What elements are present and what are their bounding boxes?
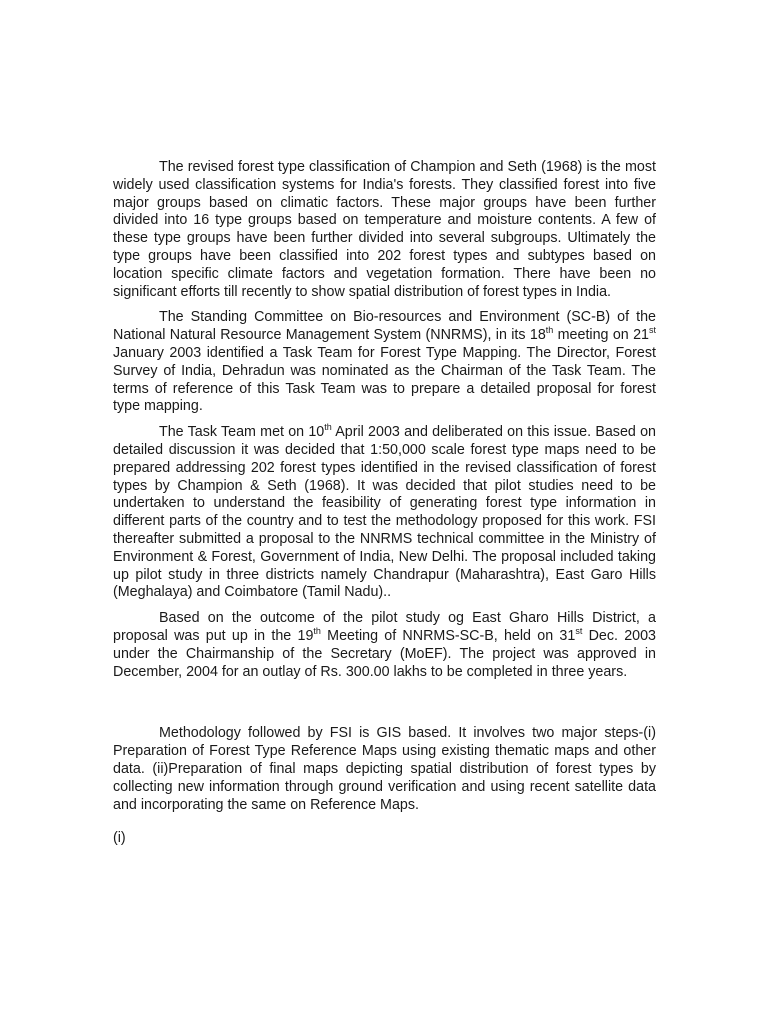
list-item-label: (i) <box>113 830 126 847</box>
superscript: st <box>575 626 583 637</box>
section-spacer <box>113 681 656 725</box>
text-run: January 2003 identified a Task Team for Forest Type Mapping. The Director, Forest Survey of India, Dehradun was nominated as the Chairman of the Task Team. The terms of reference of this Task Team was to prepare a detailed proposal for forest type mapping. <box>113 344 656 415</box>
paragraph-spacer <box>113 602 656 610</box>
text-run: Based on the outcome of the pilot study og East Gharo Hills District, a proposal was put up in the 19 <box>113 610 656 644</box>
paragraph-forest-classification: The revised forest type classification of Champion and Seth (1968) is the most widely used classification systems for India's forests. They classified forest into five major groups based on climatic factors. These major groups have been further divided into 16 type groups based on temperature and moisture contents. A few of these type groups have been further divided into several subgroups. Ultimately the type groups have been classified into 202 forest types and subtypes based on location specific climate factors and vegetation formation. There have been no significant efforts till recently to show spatial distribution of forest types in India. <box>113 159 656 300</box>
superscript: st <box>648 325 656 336</box>
superscript: th <box>324 422 332 433</box>
paragraph-standing-committee <box>113 309 656 416</box>
text-run: The Task Team met on 10 <box>159 424 325 441</box>
superscript: th <box>313 626 321 637</box>
paragraph-methodology: Methodology followed by FSI is GIS based. It involves two major steps-(i) Preparation of Forest Type Reference Maps using existing thematic maps and other data. (ii)Preparation of final maps depicting spatial distribution of forest types by collecting new information through ground verification and using recent satellite data and incorporating the same on Reference Maps. <box>113 725 656 813</box>
text-run: Meeting of NNRMS-SC-B, held on 31 <box>320 627 576 644</box>
superscript: th <box>545 325 554 336</box>
paragraph-pilot-outcome <box>113 610 656 681</box>
document-page <box>113 159 656 848</box>
paragraph-spacer <box>113 301 656 309</box>
text-run: Dec. 2003 under the Chairmanship of the Secretary (MoEF). The project was approved in December, 2004 for an outlay of Rs. 300.00 lakhs to be completed in three years. <box>113 627 657 680</box>
text-run: April 2003 and deliberated on this issue. Based on detailed discussion it was decided that 1:50,000 scale forest type maps need to be prepared addressing 202 forest types identified in the revised classification of forest types by Champion & Seth (1968). It was decided that pilot studies need to be undertaken to understand the feasibility of generating forest type information in different parts of the country and to test the methodology proposed for this work. FSI thereafter submitted a proposal to the NNRMS technical committee in the Ministry of Environment & Forest, Government of India, New Delhi. The proposal included taking up pilot study in three districts namely Chandrapur (Maharashtra), East Garo Hills (Meghalaya) and Coimbatore (Tamil Nadu).. <box>113 424 656 601</box>
paragraph-spacer <box>113 814 656 830</box>
paragraph-task-team <box>113 424 656 602</box>
text-run: meeting on 21 <box>553 327 649 344</box>
paragraph-spacer <box>113 416 656 424</box>
text-run: The Standing Committee on Bio-resources and Environment (SC-B) of the National Natural Resource Management System (NNRMS), in its 18 <box>113 309 656 344</box>
